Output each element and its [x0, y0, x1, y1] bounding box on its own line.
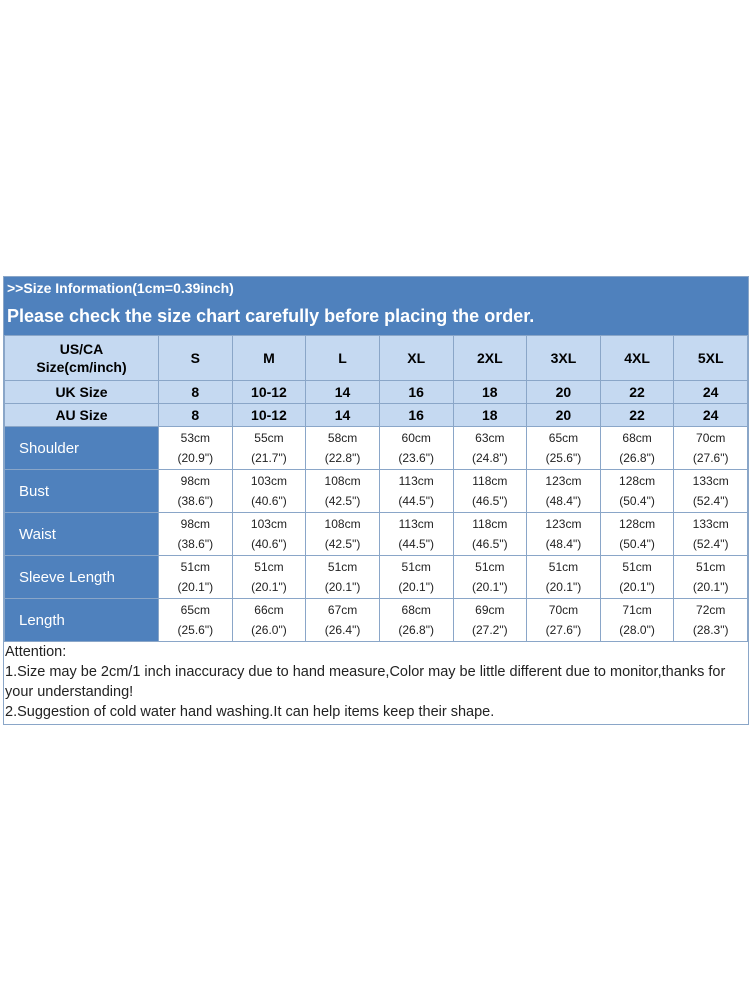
uk-cell: 22: [600, 381, 674, 404]
sizes-cell: 2XL: [453, 336, 527, 381]
au-size-row: [5, 404, 748, 427]
cm-value: 108cm: [324, 474, 361, 488]
uk-size-label: UK Size: [5, 381, 159, 404]
inch-value: (23.6"): [398, 451, 434, 465]
inch-value: (26.4"): [324, 623, 361, 637]
cm-value: 113cm: [398, 474, 434, 488]
inch-value: (52.4"): [692, 537, 729, 551]
cm-value: 70cm: [548, 603, 579, 617]
inch-value: (48.4"): [545, 494, 582, 508]
size-chart: [3, 276, 749, 725]
measurement-cell: [674, 470, 748, 513]
inch-value: (38.6"): [177, 494, 214, 508]
sizes-cell: L: [306, 336, 380, 381]
cm-value: 58cm: [327, 431, 358, 445]
measurement-cell: [379, 470, 453, 513]
measurement-cell: [674, 513, 748, 556]
au-cell: 14: [306, 404, 380, 427]
inch-value: (40.6"): [251, 494, 287, 508]
inch-value: (20.1"): [692, 580, 729, 594]
measurement-cell: [379, 599, 453, 642]
cm-value: 51cm: [622, 560, 652, 574]
cm-value: 128cm: [619, 474, 656, 488]
measurement-label: Bust: [5, 470, 159, 513]
cm-value: 69cm: [475, 603, 505, 617]
cm-value: 67cm: [327, 603, 358, 617]
size-table: [4, 335, 748, 642]
inch-value: (42.5"): [324, 494, 361, 508]
measurement-cell: [600, 556, 674, 599]
inch-value: (38.6"): [177, 537, 214, 551]
sizes-cell: XL: [379, 336, 453, 381]
sizes-cell: 4XL: [600, 336, 674, 381]
uk-cell: 10-12: [232, 381, 306, 404]
size-unit-label: Size(cm/inch): [36, 359, 127, 375]
uk-cell: 8: [159, 381, 233, 404]
inch-value: (46.5"): [472, 494, 508, 508]
cm-value: 133cm: [692, 474, 729, 488]
inch-value: (20.9"): [177, 451, 214, 465]
cm-value: 98cm: [180, 474, 210, 488]
cm-value: 98cm: [180, 517, 210, 531]
uk-cell: 24: [674, 381, 748, 404]
cm-value: 51cm: [180, 560, 210, 574]
size-chart-header: [4, 277, 748, 335]
cm-value: 51cm: [327, 560, 358, 574]
au-size-label: AU Size: [5, 404, 159, 427]
cm-value: 118cm: [472, 474, 508, 488]
inch-value: (26.8"): [619, 451, 655, 465]
measurement-cell: [306, 599, 380, 642]
attention-title: Attention:: [5, 644, 67, 660]
sizes-cell: M: [232, 336, 306, 381]
cm-value: 60cm: [401, 431, 431, 445]
measurement-cell: [600, 427, 674, 470]
inch-value: (25.6"): [177, 623, 214, 637]
inch-value: (20.1"): [619, 580, 655, 594]
measurement-cell: [159, 470, 233, 513]
measurement-cell: [527, 513, 601, 556]
cm-value: 113cm: [398, 517, 434, 531]
cm-value: 68cm: [401, 603, 431, 617]
inch-value: (44.5"): [398, 494, 434, 508]
attention-note-1: 1.Size may be 2cm/1 inch inaccuracy due to hand measure,Color may be little different due to monitor,thanks for your understanding!: [5, 664, 726, 700]
inch-value: (21.7"): [251, 451, 287, 465]
inch-value: (20.1"): [324, 580, 361, 594]
inch-value: (22.8"): [324, 451, 361, 465]
cm-value: 108cm: [324, 517, 361, 531]
measurement-cell: [453, 427, 527, 470]
cm-value: 51cm: [401, 560, 431, 574]
measurement-row: [5, 513, 748, 556]
inch-value: (24.8"): [472, 451, 508, 465]
measurement-label: Sleeve Length: [5, 556, 159, 599]
uk-size-row: [5, 381, 748, 404]
cm-value: 63cm: [475, 431, 505, 445]
measurement-cell: [159, 599, 233, 642]
measurement-cell: [306, 556, 380, 599]
cm-value: 133cm: [692, 517, 729, 531]
inch-value: (28.3"): [692, 623, 729, 637]
cm-value: 123cm: [545, 517, 582, 531]
inch-value: (44.5"): [398, 537, 434, 551]
attention-notes: [4, 642, 748, 724]
measurement-cell: [674, 427, 748, 470]
us-ca-label: US/CA: [59, 341, 104, 357]
au-cell: 18: [453, 404, 527, 427]
us-ca-size-header: [5, 336, 159, 381]
measurement-cell: [453, 513, 527, 556]
inch-value: (20.1"): [398, 580, 434, 594]
us-size-row: [5, 336, 748, 381]
measurement-cell: [600, 470, 674, 513]
sizes-cell: 5XL: [674, 336, 748, 381]
inch-value: (50.4"): [619, 537, 655, 551]
uk-cell: 16: [379, 381, 453, 404]
inch-value: (42.5"): [324, 537, 361, 551]
inch-value: (20.1"): [472, 580, 508, 594]
cm-value: 53cm: [180, 431, 210, 445]
measurement-cell: [306, 513, 380, 556]
measurement-cell: [232, 556, 306, 599]
measurement-cell: [379, 427, 453, 470]
cm-value: 55cm: [254, 431, 284, 445]
cm-value: 68cm: [622, 431, 652, 445]
measurement-cell: [600, 513, 674, 556]
measurement-row: [5, 427, 748, 470]
measurement-cell: [232, 470, 306, 513]
sizes-cell: S: [159, 336, 233, 381]
cm-value: 70cm: [696, 431, 726, 445]
au-cell: 22: [600, 404, 674, 427]
measurement-cell: [674, 556, 748, 599]
measurement-cell: [306, 470, 380, 513]
measurement-cell: [527, 599, 601, 642]
size-info-title: >>Size Information(1cm=0.39inch): [7, 280, 234, 296]
cm-value: 123cm: [545, 474, 582, 488]
measurement-cell: [159, 556, 233, 599]
measurement-cell: [379, 556, 453, 599]
measurement-row: [5, 556, 748, 599]
cm-value: 65cm: [548, 431, 579, 445]
cm-value: 72cm: [696, 603, 726, 617]
sizes-cell: 3XL: [527, 336, 601, 381]
cm-value: 103cm: [250, 474, 287, 488]
cm-value: 66cm: [254, 603, 284, 617]
inch-value: (26.8"): [398, 623, 434, 637]
cm-value: 51cm: [475, 560, 505, 574]
measurement-cell: [159, 513, 233, 556]
inch-value: (50.4"): [619, 494, 655, 508]
measurement-cell: [453, 470, 527, 513]
inch-value: (48.4"): [545, 537, 582, 551]
cm-value: 51cm: [254, 560, 284, 574]
au-cell: 24: [674, 404, 748, 427]
cm-value: 51cm: [696, 560, 726, 574]
measurement-cell: [159, 427, 233, 470]
measurement-cell: [527, 470, 601, 513]
inch-value: (20.1"): [177, 580, 214, 594]
inch-value: (20.1"): [545, 580, 582, 594]
au-cell: 16: [379, 404, 453, 427]
measurement-cell: [600, 599, 674, 642]
measurement-label: Length: [5, 599, 159, 642]
cm-value: 65cm: [180, 603, 210, 617]
inch-value: (26.0"): [251, 623, 287, 637]
uk-cell: 18: [453, 381, 527, 404]
measurement-cell: [674, 599, 748, 642]
measurement-label: Shoulder: [5, 427, 159, 470]
measurement-cell: [232, 513, 306, 556]
cm-value: 118cm: [472, 517, 508, 531]
au-cell: 8: [159, 404, 233, 427]
au-cell: 10-12: [232, 404, 306, 427]
cm-value: 51cm: [548, 560, 579, 574]
measurement-cell: [306, 427, 380, 470]
inch-value: (27.6"): [692, 451, 729, 465]
uk-cell: 20: [527, 381, 601, 404]
measurement-cell: [453, 599, 527, 642]
cm-value: 128cm: [619, 517, 656, 531]
attention-note-2: 2.Suggestion of cold water hand washing.It can help items keep their shape.: [5, 704, 495, 720]
measurement-cell: [527, 556, 601, 599]
cm-value: 71cm: [622, 603, 652, 617]
inch-value: (28.0"): [619, 623, 655, 637]
measurement-row: [5, 470, 748, 513]
measurement-cell: [379, 513, 453, 556]
measurement-cell: [232, 599, 306, 642]
inch-value: (27.2"): [472, 623, 508, 637]
measurement-cell: [527, 427, 601, 470]
au-cell: 20: [527, 404, 601, 427]
inch-value: (25.6"): [545, 451, 582, 465]
inch-value: (40.6"): [251, 537, 287, 551]
uk-cell: 14: [306, 381, 380, 404]
size-notice: Please check the size chart carefully before placing the order.: [7, 306, 535, 326]
measurement-row: [5, 599, 748, 642]
measurement-label: Waist: [5, 513, 159, 556]
measurement-cell: [453, 556, 527, 599]
measurement-cell: [232, 427, 306, 470]
measurements-body: [5, 427, 748, 642]
inch-value: (20.1"): [251, 580, 287, 594]
inch-value: (52.4"): [692, 494, 729, 508]
cm-value: 103cm: [250, 517, 287, 531]
inch-value: (27.6"): [545, 623, 582, 637]
inch-value: (46.5"): [472, 537, 508, 551]
